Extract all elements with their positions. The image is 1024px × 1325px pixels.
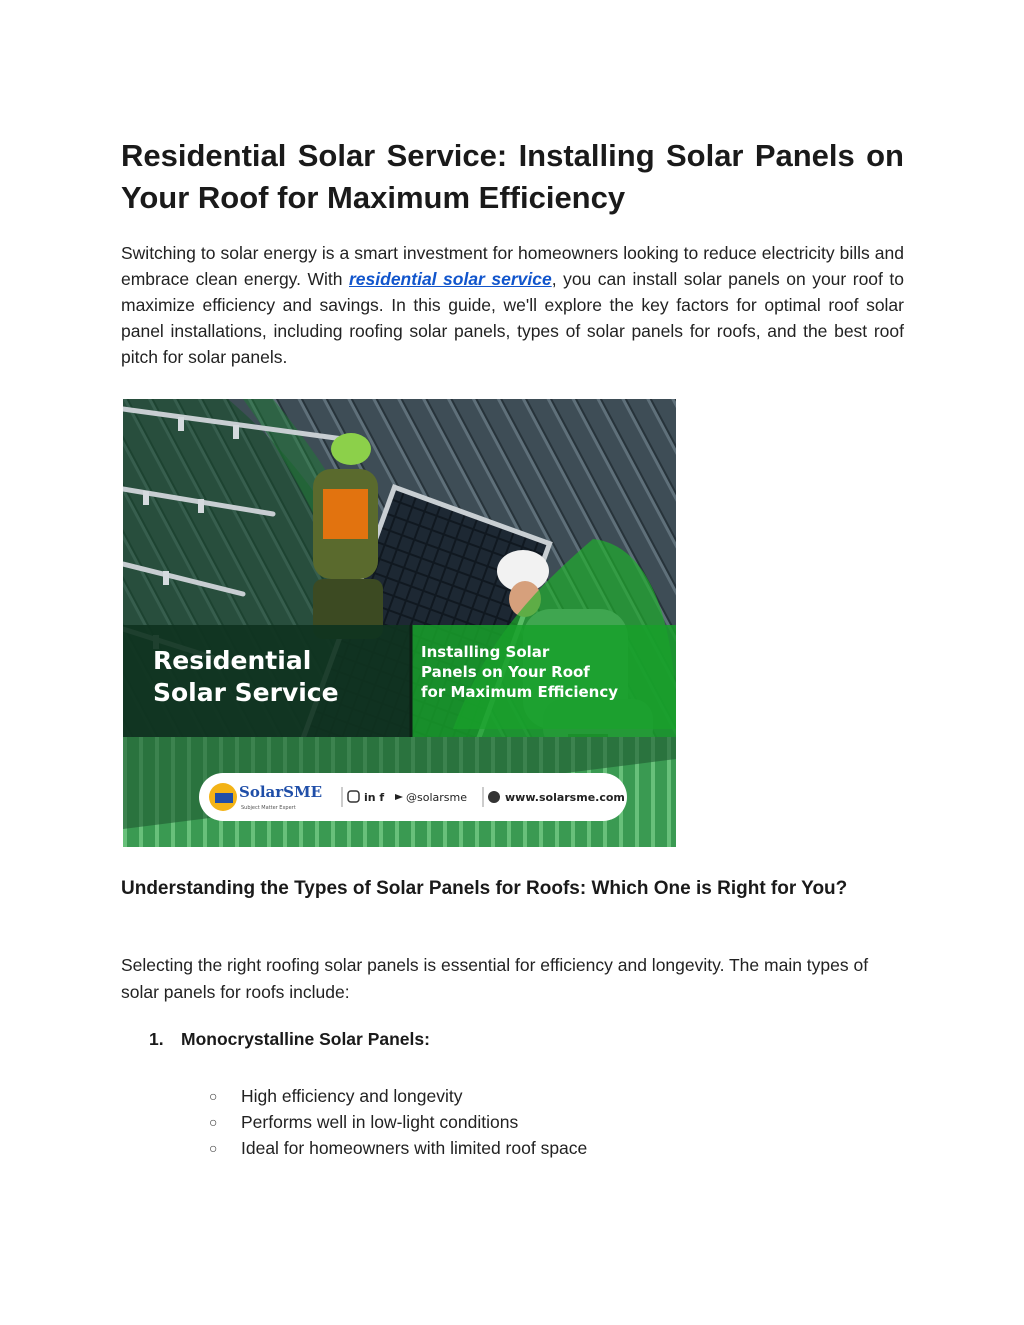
hero-social-icons: in f (364, 791, 385, 804)
hero-social-handle: @solarsme (406, 791, 467, 804)
hero-image (123, 399, 676, 847)
list-item-title: Monocrystalline Solar Panels: (181, 1029, 430, 1049)
globe-icon (488, 791, 500, 803)
sub-list-item: ○ Performs well in low-light conditions (209, 1109, 587, 1135)
hero-heading-line1: Residential (153, 646, 312, 675)
article-title: Residential Solar Service: Installing Solar Panels on Your Roof for Maximum Efficiency (121, 138, 904, 215)
hero-subheading-line1: Installing Solar (421, 643, 550, 661)
hero-brand-tagline: Subject Matter Expert (241, 805, 296, 811)
section-heading: Understanding the Types of Solar Panels for Roofs: Which One is Right for You? (121, 878, 848, 899)
hero-brand: SolarSME (239, 783, 323, 801)
list-item (149, 1029, 430, 1050)
residential-solar-service-link[interactable]: residential solar service (349, 269, 552, 289)
sub-list-item: ○ High efficiency and longevity (209, 1083, 587, 1109)
list-item-number: 1. (149, 1029, 164, 1049)
hero-website: www.solarsme.com (505, 791, 625, 804)
sub-list (209, 1083, 587, 1161)
section-intro: Selecting the right roofing solar panels is essential for efficiency and longevity. The main types of solar panels for roofs include: (121, 955, 869, 1002)
hero-subheading-line2: Panels on Your Roof (421, 663, 590, 681)
hero-subheading-line3: for Maximum Efficiency (421, 683, 619, 701)
hero-heading-line2: Solar Service (153, 678, 339, 707)
intro-text-start: Switching to solar energy is a smart investment for homeowners looking to reduce electricity bills and embrace clean energy. With (121, 243, 904, 289)
sub-list-item: ○ Ideal for homeowners with limited roof space (209, 1135, 587, 1161)
intro-paragraph (121, 240, 904, 370)
intro-text-end: , you can install solar panels on your roof to maximize efficiency and savings. In this guide, we'll explore the key factors for optimal roof solar panel installations, including roofing solar panels, types of solar panels for roofs, and the best roof pitch for solar panels. (121, 269, 904, 367)
